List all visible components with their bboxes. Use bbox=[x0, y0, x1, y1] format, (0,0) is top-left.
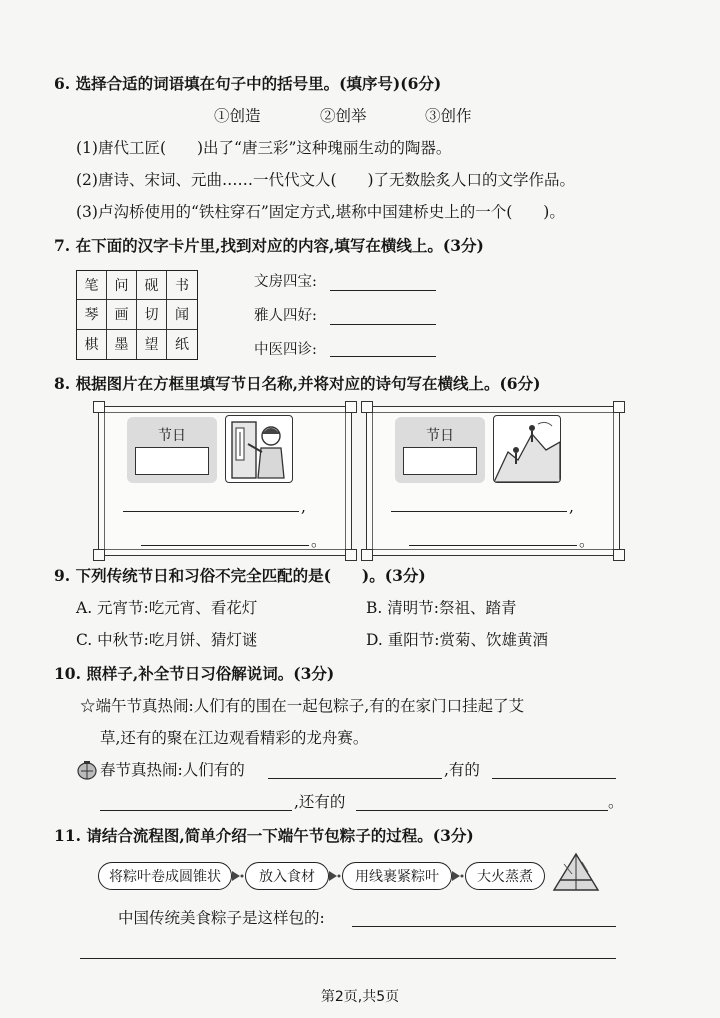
arrow-right-icon bbox=[329, 869, 341, 883]
grid-cell: 棋 bbox=[77, 330, 107, 359]
festival-name-box[interactable] bbox=[403, 447, 477, 475]
character-card-grid bbox=[76, 270, 198, 360]
frame-corner bbox=[613, 549, 625, 561]
flow-step-3: 用线裹紧粽叶 bbox=[342, 862, 452, 890]
arrow-right-icon bbox=[232, 869, 244, 883]
q9-option-c[interactable]: C. 中秋节:吃月饼、猜灯谜 bbox=[76, 631, 258, 649]
q8-title: 8. 根据图片在方框里填写节日名称,并将对应的诗句写在横线上。(6分) bbox=[54, 374, 541, 393]
q6-option-3: ③创作 bbox=[425, 107, 472, 125]
q6-title: 6. 选择合适的词语填在句子中的括号里。(填序号)(6分) bbox=[54, 74, 442, 93]
q9-option-a[interactable]: A. 元宵节:吃元宵、看花灯 bbox=[76, 599, 258, 617]
frame-corner bbox=[361, 401, 373, 413]
comma-mark: , bbox=[569, 498, 574, 516]
mountain-climbing-image bbox=[493, 415, 561, 483]
page-number: 第2页,共5页 bbox=[320, 989, 400, 1005]
answer-line[interactable] bbox=[330, 324, 436, 325]
q6-option-1: ①创造 bbox=[214, 107, 261, 125]
festival-tag-label: 节日 bbox=[426, 428, 454, 444]
grid-cell: 琴 bbox=[77, 300, 107, 329]
q6-item-2: (2)唐诗、宋词、元曲……一代代文人( )了无数脍炙人口的文学作品。 bbox=[76, 171, 576, 189]
grid-cell: 砚 bbox=[137, 271, 167, 300]
answer-line[interactable] bbox=[492, 778, 616, 779]
q10-mid-text-2: ,还有的 bbox=[294, 793, 346, 811]
festival-frame-left bbox=[98, 406, 352, 556]
grid-cell: 问 bbox=[107, 271, 137, 300]
frame-corner bbox=[345, 549, 357, 561]
answer-line[interactable] bbox=[356, 810, 608, 811]
poem-line[interactable] bbox=[123, 511, 299, 512]
grid-cell: 切 bbox=[137, 300, 167, 329]
period-mark: 。 bbox=[311, 532, 327, 550]
grid-cell: 笔 bbox=[77, 271, 107, 300]
q6-option-2: ②创举 bbox=[320, 107, 367, 125]
zongzi-icon bbox=[552, 852, 600, 894]
festival-tag bbox=[127, 417, 217, 483]
lantern-icon bbox=[76, 760, 98, 782]
q10-title: 10. 照样子,补全节日习俗解说词。(3分) bbox=[54, 664, 335, 683]
poem-line[interactable] bbox=[141, 545, 309, 546]
festival-tag-label: 节日 bbox=[158, 428, 186, 444]
q10-example-line-1: ☆端午节真热闹:人们有的围在一起包粽子,有的在家门口挂起了艾 bbox=[80, 697, 525, 715]
q7-title: 7. 在下面的汉字卡片里,找到对应的内容,填写在横线上。(3分) bbox=[54, 236, 484, 255]
q6-item-1: (1)唐代工匠( )出了“唐三彩”这种瑰丽生动的陶器。 bbox=[76, 139, 452, 157]
answer-line[interactable] bbox=[80, 958, 616, 959]
answer-line[interactable] bbox=[330, 290, 436, 291]
frame-corner bbox=[361, 549, 373, 561]
fill-label-diagnosis: 中医四诊: bbox=[254, 342, 317, 358]
poem-line[interactable] bbox=[409, 545, 577, 546]
frame-corner bbox=[93, 549, 105, 561]
period-mark: 。 bbox=[579, 532, 595, 550]
flow-step-4: 大火蒸煮 bbox=[465, 862, 545, 890]
frame-corner bbox=[613, 401, 625, 413]
grid-cell: 墨 bbox=[107, 330, 137, 359]
couplet-door-image bbox=[225, 415, 293, 483]
arrow-right-icon bbox=[452, 869, 464, 883]
flow-step-2: 放入食材 bbox=[245, 862, 329, 890]
fill-label-hobbies: 雅人四好: bbox=[254, 308, 317, 324]
answer-line[interactable] bbox=[100, 810, 292, 811]
fill-label-study: 文房四宝: bbox=[254, 274, 317, 290]
festival-tag bbox=[395, 417, 485, 483]
q10-end-mark: 。 bbox=[608, 793, 624, 811]
q6-item-3: (3)卢沟桥使用的“铁柱穿石”固定方式,堪称中国建桥史上的一个( )。 bbox=[76, 203, 565, 221]
grid-cell: 书 bbox=[167, 271, 197, 300]
grid-cell: 画 bbox=[107, 300, 137, 329]
festival-frame-right bbox=[366, 406, 620, 556]
flow-step-1: 将粽叶卷成圆锥状 bbox=[98, 862, 232, 890]
grid-cell: 纸 bbox=[175, 337, 189, 354]
q11-title: 11. 请结合流程图,简单介绍一下端午节包粽子的过程。(3分) bbox=[54, 826, 474, 845]
q10-example-line-2: 草,还有的聚在江边观看精彩的龙舟赛。 bbox=[100, 729, 369, 747]
q9-title: 9. 下列传统节日和习俗不完全匹配的是( )。(3分) bbox=[54, 566, 426, 585]
q9-option-b[interactable]: B. 清明节:祭祖、踏青 bbox=[366, 599, 517, 617]
grid-cell: 闻 bbox=[167, 300, 197, 329]
answer-line[interactable] bbox=[330, 356, 436, 357]
grid-cell: 望 bbox=[137, 330, 167, 359]
poem-line[interactable] bbox=[391, 511, 567, 512]
answer-line[interactable] bbox=[352, 926, 616, 927]
q11-prompt: 中国传统美食粽子是这样包的: bbox=[118, 909, 325, 927]
q10-prompt: 春节真热闹:人们有的 bbox=[100, 761, 245, 779]
frame-corner bbox=[93, 401, 105, 413]
q9-option-d[interactable]: D. 重阳节:赏菊、饮雄黄酒 bbox=[366, 631, 548, 649]
answer-line[interactable] bbox=[268, 778, 442, 779]
comma-mark: , bbox=[301, 498, 306, 516]
frame-corner bbox=[345, 401, 357, 413]
festival-name-box[interactable] bbox=[135, 447, 209, 475]
q10-mid-text: ,有的 bbox=[444, 761, 480, 779]
